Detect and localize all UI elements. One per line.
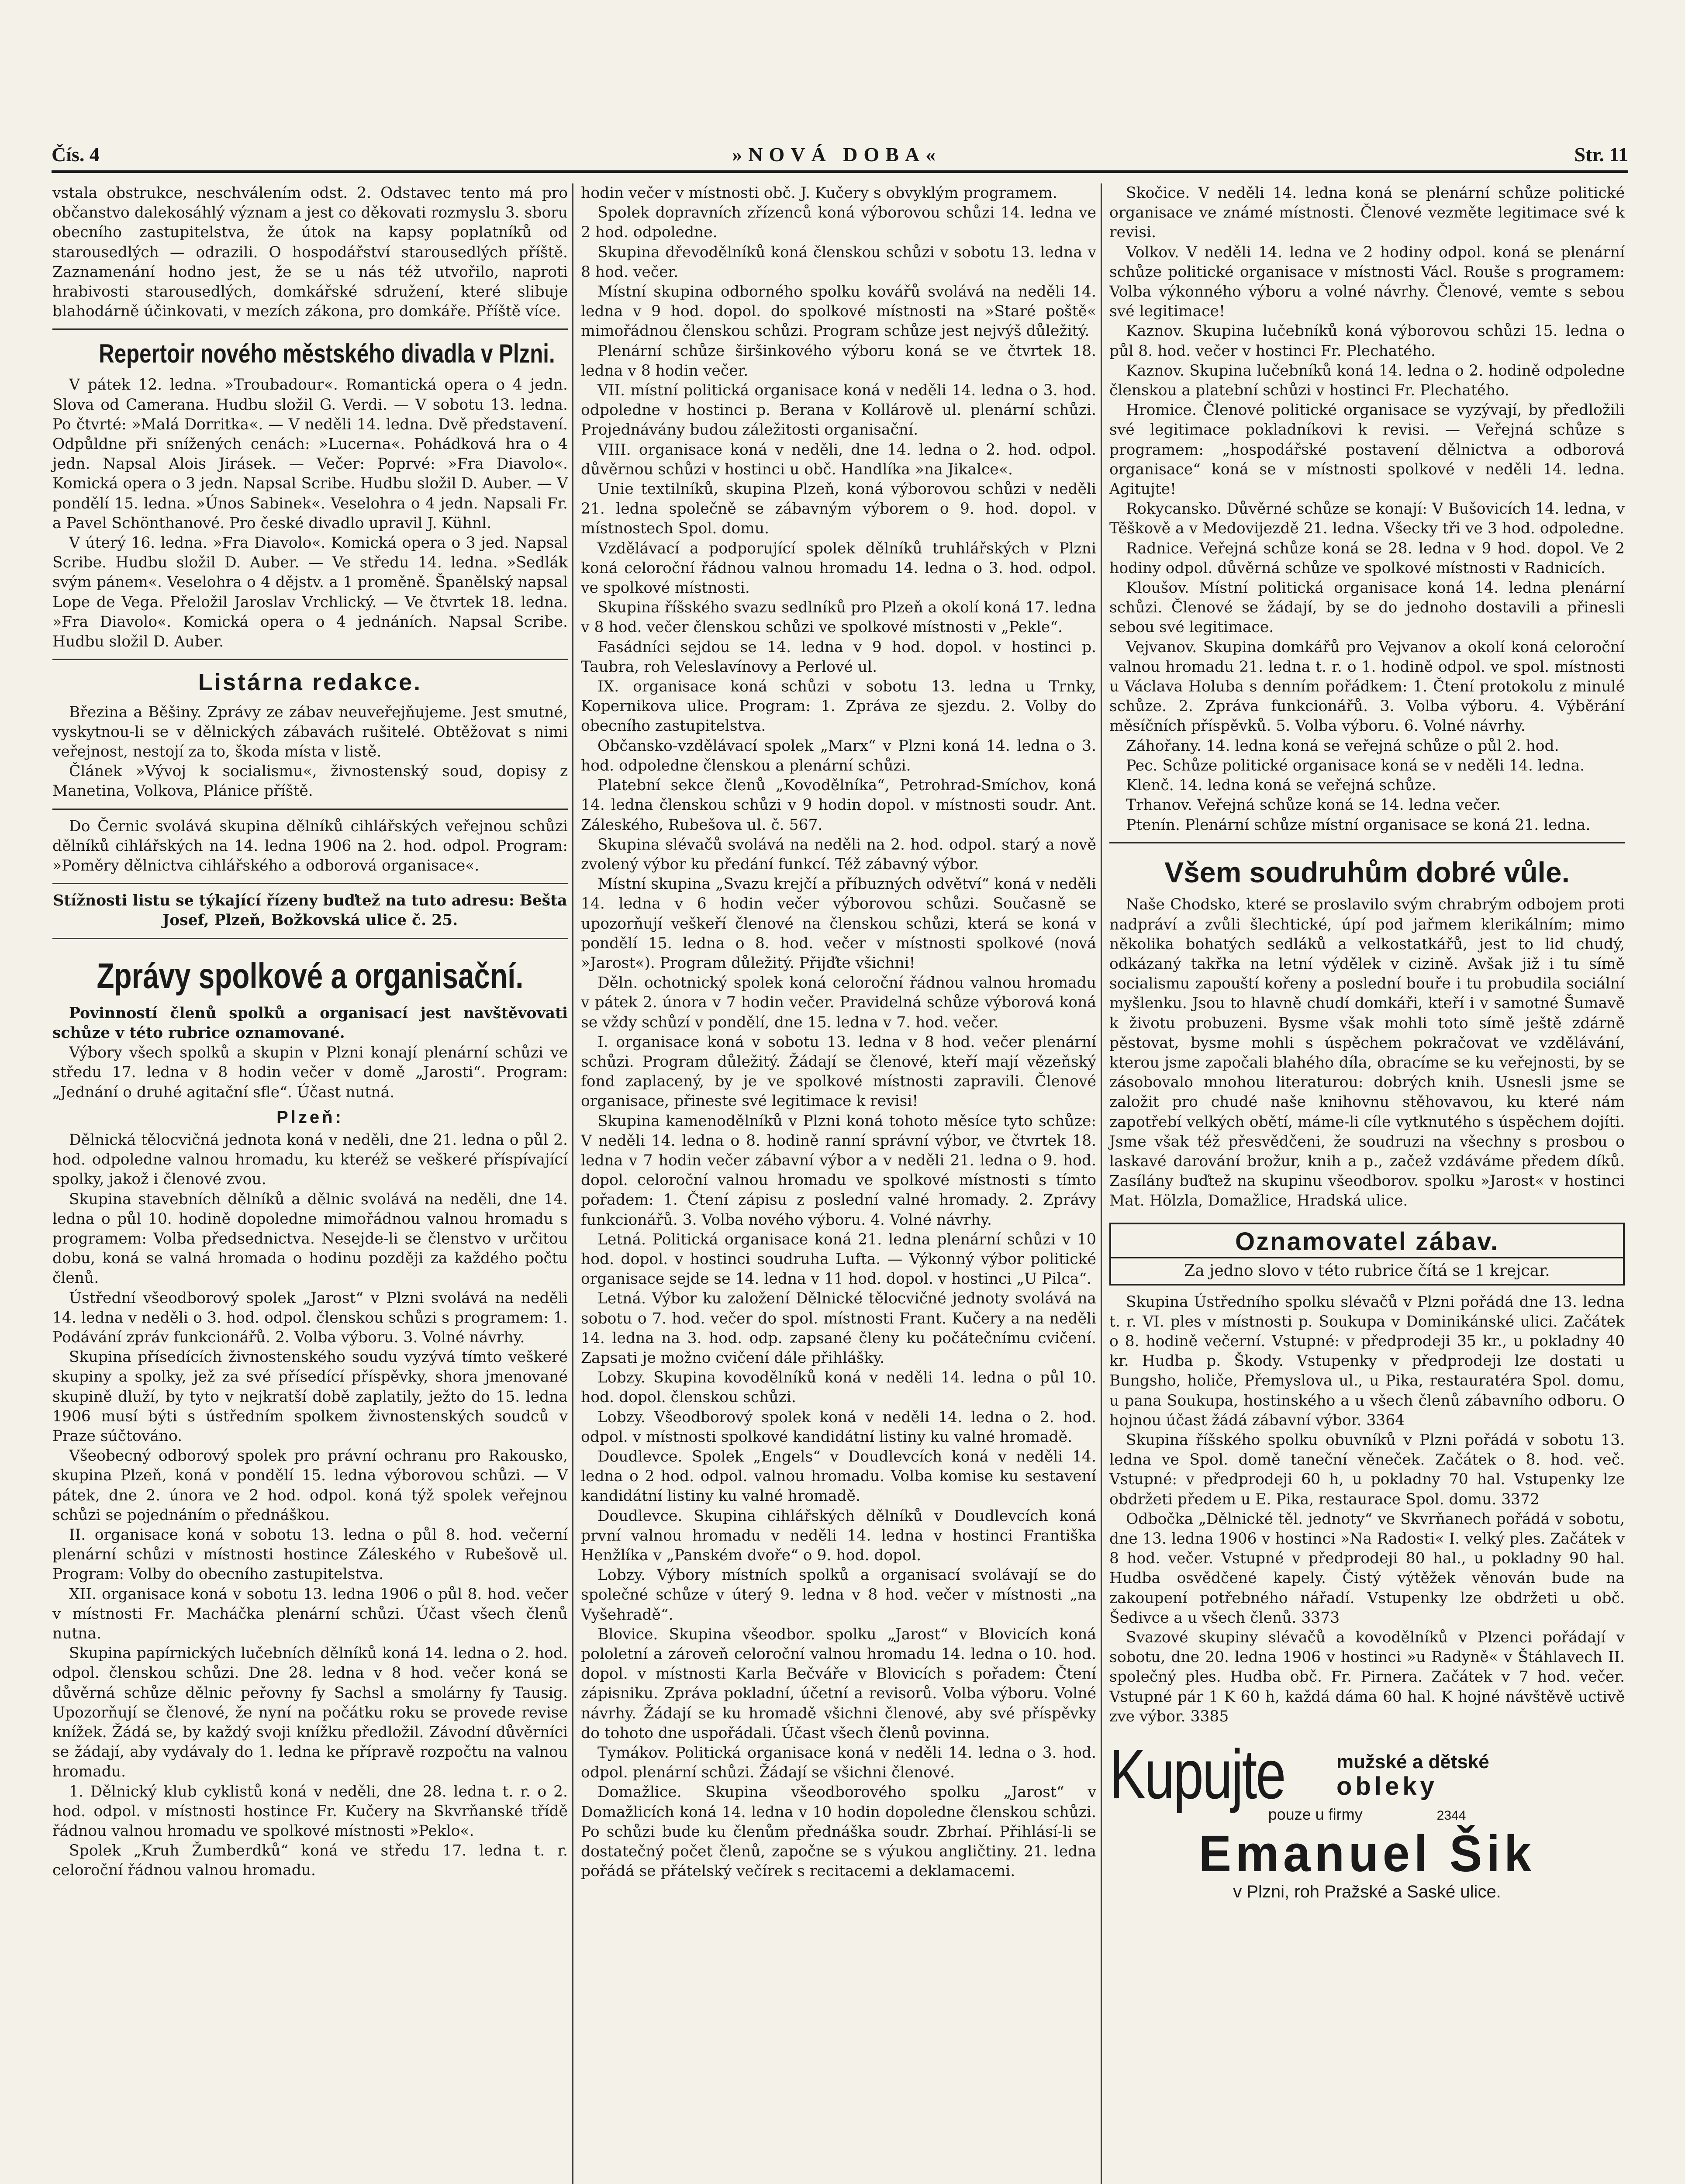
ad-firm-name: Emanuel Šik: [1198, 1825, 1536, 1883]
notice: Rokycansko. Důvěrné schůze se konají: V Bušovicích 14. ledna, v Těškově a v Medovijezdě 21. ledna. Všecky tři ve 3 hod. odpoledne.: [1109, 500, 1625, 538]
page-header: [52, 140, 1628, 166]
notice: Vzdělávací a podporující spolek dělníků truhlářských v Plzni koná celoroční řádnou valnou hromadu 14. ledna o 3. hod. odpol. ve spolkové místnosti.: [581, 539, 1096, 597]
clothing-advertisement: [1109, 1735, 1625, 1902]
notice: Volkov. V neděli 14. ledna ve 2 hodiny odpol. koná se plenární schůze politické organisace v místnosti Václ. Rouše s programem: Volba výkonného výboru a volné návrhy. Členové, vemte s sebou své legitimace!: [1109, 243, 1625, 321]
notice: VIII. organisace koná v neděli, dne 14. ledna o 2. hod. odpol. důvěrnou schůzi v hostinci u obč. Handlíka »na Jikalce«.: [581, 441, 1096, 478]
event-notice: Odbočka „Dělnické těl. jednoty“ ve Skvrňanech pořádá v sobotu, dne 13. ledna 1906 v hostinci »Na Radosti« I. velký ples. Začátek v 8 hod. večer. Vstupné v předprodeji 80 hal., u pokladny 90 hal. Hudba osvědčené kapely. Čistý výtěžek věnován bude na zakoupení potřebného nářadí. Vstupenky lze obdržeti u obč. Šedivce a u všech členů. 3373: [1109, 1510, 1625, 1627]
newspaper-title: »NOVÁ DOBA«: [732, 143, 942, 166]
notice: Plenární schůze širšinkového výboru koná se ve čtvrtek 18. ledna v 8 hodin večer.: [581, 342, 1096, 380]
notice: VII. místní politická organisace koná v neděli 14. ledna o 3. hod. odpoledne v hostinci p. Berana v Kollárově ul. plenární schůzi. Projednávány budou záležitosti organisační.: [581, 382, 1096, 439]
notice: Fasádníci sejdou se 14. ledna v 9 hod. dopol. v hostinci p. Taubra, roh Veleslavínovy a Perlové ul.: [581, 638, 1096, 676]
column-right: [1109, 183, 1625, 1902]
listarna-text: Březina a Běšiny. Zprávy ze zábav neuveřejňujeme. Jest smutné, vyskytnou-li se v dělnických zábavách rušitelé. Obtěžovat s nimi veřejnost, nestojí za to, škoda místa v listě.: [52, 703, 568, 761]
notice: Spolek „Kruh Žumberdků“ koná ve středu 17. ledna t. r. celoroční řádnou valnou hromadu.: [52, 1842, 568, 1880]
notice: Skupina slévačů svolává na neděli na 2. hod. odpol. starý a nově zvolený výbor ku předání funkcí. Též zábavný výbor.: [581, 836, 1096, 873]
notice: Skupina říšského svazu sedlníků pro Plzeň a okolí koná 17. ledna v 8 hod. večer členskou schůzi ve spolkové místnosti v „Pekle“.: [581, 599, 1096, 636]
repertoir-text: V úterý 16. ledna. »Fra Diavolo«. Komická opera o 3 jed. Napsal Scribe. Hudbu složil D. Auber. — Ve středu 14. ledna. »Sedlák svým pánem«. Veselohra o 4 dějstv. a 1 proměně. Španělský napsal Lope de Vega. Přeložil Jaroslav Vrchlický. — Ve čtvrtek 18. ledna. »Fra Diavolo«. Komická opera o 4 jednáních. Napsal Scribe. Hudbu složil D. Auber.: [52, 534, 568, 651]
appeal-text: Naše Chodsko, které se proslavilo svým chrabrým odbojem proti nadpráví a zvůli šlechtické, úpí pod jařmem klerikálním; mimo několika bohatých sedláků a velkostatkářů, jest to lid chudý, odkázaný takřka na letní výdělek v cizině. Avšak již i tu símě socialismu zapouští kořeny a poslední bouře i tu probudila sociální myšlenku. Jsou to hlavně chudí domkáři, kteří i v samotné Šumavě k životu probuzeni. Bysme však mohli toto símě ještě zdárně pěstovat, bysme mohli s úspěchem pokračovat ve vzdělávání, kterou jsme započali blahého díla, obracíme se ku veřejnosti, by se zásobovalo mnohou literaturou: dobrých knih. Usnesli jsme se založit pro chudé naše knihovnu stěhovavou, ku které nám zapotřebí velkých obětí, máme-li cíle vytknutého s úspěchem dojíti. Jsme však též přesvědčeni, že soudruzi na všechny s prosbou o laskavé darování brožur, knih a p., začež vzdáváme předem díků. Zasílány buďtež na skupinu všeodborov. spolku »Jarost« v hostinci Mat. Hölzla, Domažlice, Hradská ulice.: [1109, 896, 1625, 1210]
notice: Doudlevce. Spolek „Engels“ v Doudlevcích koná v neděli 14. ledna o 2 hod. odpol. valnou hromadu. Volba komise ku sestavení kandidátní listiny ku valné hromadě.: [581, 1448, 1096, 1505]
notice: Letná. Výbor ku založení Dělnické tělocvičné jednoty svolává na sobotu o 7. hod. večer do spol. místnosti Frant. Kučery a na neděli 14. ledna na 3. hod. odp. zapsané členy ku počátečnímu cvičení. Zapsati je možno cvičení dále přihlášky.: [581, 1290, 1096, 1367]
notice: Trhanov. Veřejná schůze koná se 14. ledna večer.: [1126, 796, 1501, 814]
notice: Unie textilníků, skupina Plzeň, koná výborovou schůzi v neděli 21. ledna společně se zábavným výborem o 9. hod. dopol. v místnostech Spol. domu.: [581, 480, 1096, 538]
divider: [52, 938, 568, 939]
notice: Skupina stavebních dělníků a dělnic svolává na neděli, dne 14. ledna o půl 10. hodině dopoledne mimořádnou valnou hromadu s programem: Volba předsednictva. Nesejde-li se členstvo v určitou dobu, koná se valná hromada o hodinu později za každého počtu členů.: [52, 1190, 568, 1287]
notice: Skupina přísedících živnostenského soudu vyzývá tímto veškeré skupiny a spolky, jež za své přísedící příspěvky, shora jmenované skupině dluží, by tyto v nejkratší době zaplatily, ježto do 15. ledna 1906 musí býti s ústředním spolkem živnostenských soudců v Praze súčtováno.: [52, 1348, 568, 1445]
zpravy-heading: Zprávy spolkové a organisační.: [97, 956, 524, 996]
ad-kupujte: Kupujte: [1109, 1735, 1285, 1814]
notice: Skupina papírnických lučebních dělníků koná 14. ledna o 2. hod. odpol. členskou schůzi. Dne 28. ledna v 8 hod. večer koná se důvěrná schůze dělnic peřovny fy Sachsl a smolárny fy Tausig. Upozorňují se členové, že nyní na počátku roku se provede revise knížek. Žádá se, by každý svoji knížku předložil. Závodní důvěrníci se žádají, aby vydávaly do 1. ledna ke přípravě rozpočtu na valnou hromadu.: [52, 1645, 568, 1781]
complaints-notice: Stížnosti listu se týkající řízeny buďtež na tuto adresu: Bešta Josef, Plzeň, Božkovská ulice č. 25.: [53, 892, 567, 930]
column-divider: [1101, 183, 1102, 2184]
notice: Kloušov. Místní politická organisace koná 14. ledna plenární schůzi. Členové se žádají, by se do jednoho dostavili a přinesli sebou své legitimace.: [1109, 579, 1625, 636]
notice: Skupina dřevodělníků koná členskou schůzi v sobotu 13. ledna v 8 hod. večer.: [581, 243, 1096, 281]
article-continuation: vstala obstrukce, neschválením odst. 2. Odstavec tento má pro občanstvo dalekosáhlý význam a jest co děkovati rozmyslu 3. sboru obecního zastupitelstva, že útok na kapsy poplatníků od starousedlých — odrazili. O hospodářství starousedlých příště. Zaznamenání hodno jest, že se u nás též utvořilo, naproti hrabivosti starousedlých, domkářské sdružení, které slibuje blahodárně účinkovati, v mezích zákona, pro domkáře. Příště více.: [52, 184, 568, 321]
ad-number: 2344: [1436, 1808, 1466, 1823]
header-rule: [52, 170, 1628, 173]
ad-address: v Plzni, roh Pražské a Saské ulice.: [1233, 1882, 1501, 1902]
notice: Místní skupina odborného spolku kovářů svolává na neděli 14. ledna v 9 hod. dopol. do spolkové místnosti na »Staré poště« mimořádnou členskou schůzi. Program schůze jest nejvýš důležitý.: [581, 283, 1096, 340]
notice: Lobzy. Výbory místních spolků a organisací svolávají se do společné schůze v úterý 9. ledna v 8 hod. večer v místnosti „na Vyšehradě“.: [581, 1566, 1096, 1624]
notice: Domažlice. Skupina všeodborového spolku „Jarost“ v Domažlicích koná 14. ledna v 10 hodin dopoledne členskou schůzi. Po schůzi bude ku členům přednáška soudr. Zbrhaí. Přihlásí-li se dostatečný počet členů, započne se s výukou angličtiny. 21. ledna pořádá se přátelský večírek s recitacemi a deklamacemi.: [581, 1783, 1096, 1880]
announcer-heading: Oznamovatel zábav.: [1235, 1227, 1499, 1256]
ad-side-line1: mužské a dětské: [1336, 1751, 1489, 1773]
column-divider: [572, 183, 573, 2184]
notice: Ptenín. Plenární schůze místní organisace se koná 21. ledna.: [1126, 816, 1591, 834]
plzen-heading: Plzeň:: [276, 1107, 344, 1127]
notice: Doudlevce. Skupina cihlářských dělníků v Doudlevcích koná první valnou hromadu v neděli 14. ledna v hostinci Františka Henžlíka v „Panském dvoře“ o 9. hod. dopol.: [581, 1507, 1096, 1565]
notice: Letná. Politická organisace koná 21. ledna plenární schůzi v 10 hod. dopol. v hostinci soudruha Lufta. — Výkonný výbor politické organisace sejde se 14. ledna v 11 hod. dopol. v hostinci „U Pilca“.: [581, 1230, 1096, 1288]
notice: Lobzy. Skupina kovodělníků koná v neděli 14. ledna o půl 10. hod. dopol. členskou schůzi.: [581, 1369, 1096, 1406]
notice: Radnice. Veřejná schůze koná se 28. ledna v 9 hod. dopol. Ve 2 hodiny odpol. důvěrná schůze ve spolkové místnosti v Radnicích.: [1109, 539, 1625, 577]
event-notice: Skupina Ústředního spolku slévačů v Plzni pořádá dne 13. ledna t. r. VI. ples v místnosti p. Soukupa v Dominikánské ulici. Začátek o 8. hodině večerní. Vstupné: v předprodeji 35 kr., u pokladny 40 kr. Hudba p. Škody. Vstupenky v předprodeji lze dostati u Bungsho, holiče, Přemyslova ul., u Pika, restauratéra Spol. domu, u pana Soukupa, hostinského a u všech členů zábavního odboru. O hojnou účast žádá zábavní výbor. 3364: [1109, 1293, 1625, 1429]
notice-cernic: Do Černic svolává skupina dělníků cihlářských veřejnou schůzi dělníků cihlářských na 14. ledna 1906 na 2. hod. odpol. Program: »Poměry dělnictva cihlářského a odborová organisace«.: [52, 817, 568, 875]
notice: Děln. ochotnický spolek koná celoroční řádnou valnou hromadu v pátek 2. února v 7 hodin večer. Pravidelná schůze výborová koná se vždy schůzí v pondělí, dne 15. ledna v 7. hod. večer.: [581, 974, 1096, 1031]
notice: Záhořany. 14. ledna koná se veřejná schůze o půl 2. hod.: [1126, 737, 1559, 755]
notice: Klenč. 14. ledna koná se veřejná schůze.: [1126, 777, 1436, 795]
notice: IX. organisace koná schůzi v sobotu 13. ledna u Trnky, Kopernikova ulice. Program: 1. Zpráva ze sjezdu. 2. Volby do obecního zastupitelstva.: [581, 678, 1096, 735]
notice: Pec. Schůze politické organisace koná se v neděli 14. ledna.: [1126, 757, 1585, 774]
event-notice: Svazové skupiny slévačů a kovodělníků v Plzenci pořádají v sobotu, dne 20. ledna 1906 v hostinci »u Radyně« v Štáhlavech II. společný ples. Hudba obč. Fr. Pirnera. Začátek v 7 hod. večer. Vstupné pár 1 K 60 h, každá dáma 60 hal. K hojné návštěvě uctivě zve výbor. 3385: [1109, 1629, 1625, 1725]
ad-side-line2: obleky: [1336, 1772, 1438, 1801]
vsem-heading: Všem soudruhům dobré vůle.: [1164, 856, 1570, 888]
notice: Místní skupina „Svazu krejčí a příbuzných odvětví“ koná v neděli 14. ledna v 6 hodin večer výborovou schůzi. Současně se upozorňují veškeří členové na členskou schůzi, která se koná v pondělí 15. ledna o 8. hod. večer v místnosti spolkové (nová »Jarost«). Program důležitý. Přijďte všichni!: [581, 875, 1096, 972]
repertoir-text: V pátek 12. ledna. »Troubadour«. Romantická opera o 4 jedn. Slova od Camerana. Hudbu složil G. Verdi. — V sobotu 13. ledna. Po čtvrté: »Malá Dorritka«. — V neděli 14. ledna. Dvě představení. Odpůldne při snížených cenách: »Lucerna«. Pohádková hra o 4 jedn. Napsal Alois Jirásek. — Večer: Poprvé: »Fra Diavolo«. Komická opera o 3 jedn. Napsal Scribe. Hudbu složil D. Auber. — V pondělí 15. ledna. »Únos Sabinek«. Veselohra o 4 jedn. Napsali Fr. a Pavel Schönthanové. Pro české divadlo upravil J. Kühnl.: [52, 376, 568, 532]
divider: [52, 809, 568, 810]
notice: Skočice. V neděli 14. ledna koná se plenární schůze politické organisace ve známé místnosti. Členové vezměte legitimace své k revisi.: [1109, 184, 1625, 242]
notice: Kaznov. Skupina lučebníků koná výborovou schůzi 15. ledna o půl 8. hod. večer v hostinci Fr. Plechatého.: [1109, 322, 1625, 360]
listarna-text: Článek »Vývoj k socialismu«, živnostenský soud, dopisy z Manetina, Volkova, Plánice příště.: [52, 763, 568, 800]
zpravy-text: Povinností členů spolků a organisací jest navštěvovati schůze v této rubrice oznamované.: [52, 1004, 568, 1042]
column-middle: [581, 183, 1096, 1881]
ad-pouze: pouze u firmy: [1268, 1805, 1363, 1824]
zpravy-text: Výbory všech spolků a skupin v Plzni konají plenární schůzi ve středu 17. ledna v 8 hodin večer v domě „Jarosti“. Program: „Jednání o druhé agitační sfle“. Účast nutná.: [52, 1044, 568, 1101]
notice: I. organisace koná v sobotu 13. ledna v 8 hod. večer plenární schůzi. Program důležitý. Žádají se členové, kteří mají vězeňský fond zaplacený, by je ve spolkové místnosti zapravili. Členové organisace, přineste své legitimace k revisi!: [581, 1033, 1096, 1110]
divider: [1109, 842, 1625, 843]
notice: Hromice. Členové politické organisace se vyzývají, by předložili své legitimace pokladníkovi k revisi. — Veřejná schůze s programem: „hospodářské postavení dělnictva a odborová organisace“ koná se v místnosti spolkové v neděli 14. ledna. Agitujte!: [1109, 401, 1625, 498]
event-notice: Skupina říšského spolku obuvníků v Plzni pořádá v sobotu 13. ledna ve Spol. domě taneční věneček. Začátek o 8. hod. več. Vstupné: v předprodeji 60 h, u pokladny 70 hal. Vstupenky lze obdržeti předem u E. Pika, restaurace Spol. domu. 3372: [1109, 1431, 1625, 1508]
notice: Ústřední všeodborový spolek „Jarost“ v Plzni svolává na neděli 14. ledna v neděli o 3. hod. odpol. členskou schůzi s programem: 1. Podávání zpráv funkcionářů. 2. Volba výboru. 3. Volné návrhy.: [52, 1289, 568, 1346]
divider: [52, 328, 568, 330]
notice: hodin večer v místnosti obč. J. Kučery s obvyklým programem.: [581, 184, 1057, 202]
notice: Občansko-vzdělávací spolek „Marx“ v Plzni koná 14. ledna o 3. hod. odpoledne členskou a plenární schůzi.: [581, 737, 1096, 774]
announcer-box: [1109, 1223, 1625, 1286]
repertoir-heading: Repertoir nového městského divadla v Plzni.: [99, 339, 555, 369]
divider: [52, 883, 568, 884]
notice: Platební sekce členů „Kovodělníka“, Petrohrad-Smíchov, koná 14. ledna členskou schůzi v 9 hodin dopol. v místnosti soudr. Ant. Záleského, Rubešova ul. č. 567.: [581, 777, 1096, 834]
notice: XII. organisace koná v sobotu 13. ledna 1906 o půl 8. hod. večer v místnosti Fr. Macháčka plenární schůzi. Účast všech členů nutna.: [52, 1585, 568, 1642]
notice: II. organisace koná v sobotu 13. ledna o půl 8. hod. večerní plenární schůzi v místnosti hostince Záleského v Rubešově ul. Program: Volby do obecního zastupitelstva.: [52, 1526, 568, 1583]
notice: Vejvanov. Skupina domkářů pro Vejvanov a okolí koná celoroční valnou hromadu 21. ledna t. r. o 1. hodině odpol. ve spol. místnosti u Václava Holuba s denním pořádkem: 1. Čtení protokolu z minulé schůze. 2. Zpráva funkcionářů. 3. Volba výboru. 4. Výběrání měsíčních příspěvků. 5. Volba výboru. 6. Volné návrhy.: [1109, 638, 1625, 735]
listarna-heading: Listárna redakce.: [198, 669, 422, 696]
divider: [52, 659, 568, 660]
notice: Kaznov. Skupina lučebníků koná 14. ledna o 2. hodině odpoledne členskou a platební schůzi v hostinci Fr. Plechatého.: [1109, 362, 1625, 400]
issue-number: Čís. 4: [52, 143, 100, 166]
notice: 1. Dělnický klub cyklistů koná v neděli, dne 28. ledna t. r. o 2. hod. odpol. v místnosti hostince Fr. Kučery na Skvrňanské třídě řádnou valnou hromadu ve spolkové místnosti »Peklo«.: [52, 1783, 568, 1840]
announcer-rate: Za jedno slovo v této rubrice čítá se 1 krejcar.: [1111, 1257, 1623, 1283]
notice: Dělnická tělocvičná jednota koná v neděli, dne 21. ledna o půl 2. hod. odpoledne valnou hromadu, ku kteréž se veškeré příspívající spolky, jakož i členové zvou.: [52, 1131, 568, 1189]
notice: Blovice. Skupina všeodbor. spolku „Jarost“ v Blovicích koná pololetní a zároveň celoroční valnou hromadu 14. ledna o 10. hod. dopol. v místnosti Karla Bečváře v Blovicích s pořadem: Čtení zápisniku. Zpráva pokladní, účetní a revisorů. Volba výboru. Volné návrhy. Žádají se ku hromadě všichni členové, aby své příspěvky do tohoto dne uspořádali. Účast všech členů povinna.: [581, 1625, 1096, 1742]
notice: Spolek dopravních zřízenců koná výborovou schůzi 14. ledna ve 2 hod. odpoledne.: [581, 204, 1096, 242]
column-left: [52, 183, 568, 1881]
notice: Všeobecný odborový spolek pro právní ochranu pro Rakousko, skupina Plzeň, koná v pondělí 15. ledna výborovou schůzi. — V pátek, dne 2. února ve 2 hod. odpol. koná týž spolek veřejnou schůzi se pojednáním o přednáškou.: [52, 1447, 568, 1524]
notice: Tymákov. Politická organisace koná v neděli 14. ledna o 3. hod. odpol. plenární schůzi. Žádají se všichni členové.: [581, 1744, 1096, 1782]
notice: Lobzy. Všeodborový spolek koná v neděli 14. ledna o 2. hod. odpol. v místnosti spolkové kandidátní listiny ku valné hromadě.: [581, 1408, 1096, 1446]
page-number: Str. 11: [1574, 143, 1628, 166]
notice: Skupina kamenodělníků v Plzni koná tohoto měsíce tyto schůze: V neděli 14. ledna o 8. hodině ranní správní výbor, ve čtvrtek 18. ledna v 7 hodin večer zábavní výbor a v neděli 21. ledna o 9. hod. dopol. celoroční valnou hromadu ve spolkové místnosti s tímto pořadem: 1. Čtení zápisu z poslední valné hromady. 2. Zprávy funkcionářů. 3. Volba nového výboru. 4. Volné návrhy.: [581, 1112, 1096, 1229]
